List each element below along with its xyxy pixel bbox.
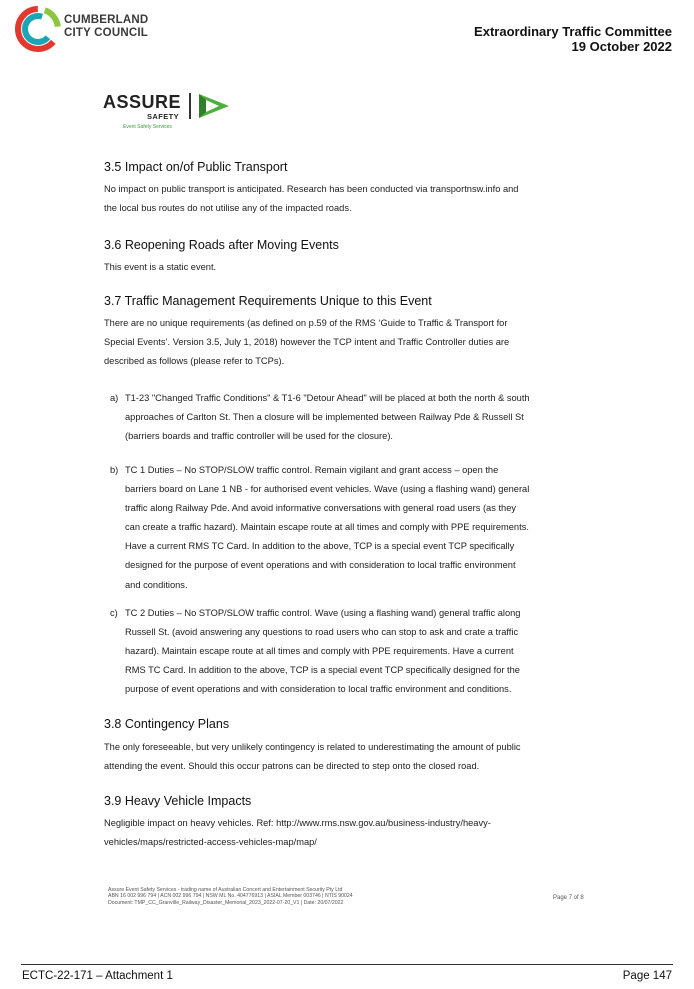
assure-triangle-icon [197, 92, 231, 120]
text-line: (barriers boards and traffic controller will be used for the closure). [125, 431, 394, 442]
text-line: the local bus routes do not utilise any of the impacted roads. [104, 203, 352, 213]
section-heading-3-8: 3.8 Contingency Plans [104, 717, 230, 731]
list-marker: b) [110, 465, 119, 475]
text-line: T1-23 "Changed Traffic Conditions" & T1-6 "Detour Ahead" will be placed at both the north & south [125, 393, 530, 403]
council-name [64, 14, 148, 40]
text-line: described as follows (please refer to TCPs). [104, 356, 285, 366]
section-body-3-5 [104, 180, 600, 218]
footer-line: ABN 16 002 996 794 | ACN 002 996 794 | NSW ML No. 404776913 | ASIAL Member 003746 | NTIS 90024 [108, 893, 353, 900]
section-heading-3-9: 3.9 Heavy Vehicle Impacts [104, 794, 252, 808]
section-body-3-8 [104, 738, 600, 776]
council-logo-icon [14, 5, 62, 53]
committee-heading [474, 24, 672, 54]
section-heading-3-7: 3.7 Traffic Management Requirements Unique to this Event [104, 294, 432, 308]
assure-safety-logo [103, 92, 243, 134]
committee-title: Extraordinary Traffic Committee [474, 24, 672, 39]
text-line: No impact on public transport is anticipated. Research has been conducted via transportnsw.info and [104, 184, 519, 194]
text-line: Special Events’. Version 3.5, July 1, 2018) however the TCP intent and Traffic Controller duties are [104, 337, 510, 347]
text-line: Have a current RMS TC Card. In addition to the above, TCP is a special event TCP specifically [125, 541, 515, 552]
section-body-3-7 [104, 314, 600, 371]
text-line: and conditions. [125, 579, 188, 590]
committee-date: 19 October 2022 [571, 39, 672, 54]
text-line: traffic along Railway Pde. And avoid informative conversations with general road users (as they [125, 503, 517, 514]
footer-line: Document: TMP_CC_Granville_Railway_Disaster_Memorial_2023_2022-07-20_V1 | Date: 20/07/2022 [108, 899, 344, 906]
text-line: barriers board on Lane 1 NB - for authorised event vehicles. Wave (using a flashing wand) general [125, 484, 530, 495]
text-line: designed for the purpose of event operations and with consideration to local traffic environment [125, 560, 516, 571]
text-line: The only foreseeable, but very unlikely contingency is related to underestimating the amount of public [104, 742, 521, 752]
assure-logo-safety: SAFETY [147, 112, 179, 121]
text-line: vehicles/maps/restricted-access-vehicles-map/map/ [104, 837, 317, 847]
assure-logo-divider [189, 93, 191, 119]
text-line: There are no unique requirements (as defined on p.59 of the RMS ‘Guide to Traffic & Transport for [104, 318, 508, 328]
text-line: TC 2 Duties – No STOP/SLOW traffic control. Wave (using a flashing wand) general traffic along [125, 608, 521, 618]
text-line: This event is a static event. [104, 262, 217, 272]
section-heading-3-6: 3.6 Reopening Roads after Moving Events [104, 238, 339, 252]
text-line: Negligible impact on heavy vehicles. Ref: http://www.rms.nsw.gov.au/business-industry/heavy- [104, 818, 491, 828]
text-line: purpose of event operations and with consideration to local traffic environment and conditions. [125, 684, 512, 695]
page-number: Page 147 [622, 970, 672, 982]
section-body-3-9 [104, 814, 600, 852]
footer-divider [21, 964, 673, 965]
text-line: approaches of Carlton St. Then a closure will be implemented between Railway Pde & Russell St [125, 412, 524, 423]
text-line: hazard). Maintain escape route at all times and comply with PPE requirements. Have a current [125, 646, 514, 657]
footer-line: Assure Event Safety Services - trading name of Australian Concert and Entertainment Security Pty Ltd [108, 887, 343, 893]
document-page-number: Page 7 of 8 [553, 895, 584, 901]
text-line: Russell St. (avoid answering any questions to road users who can stop to ask and crate a traffic [125, 627, 519, 638]
text-line: can create a traffic hazard). Maintain escape route at all times and comply with PPE requirements. [125, 522, 529, 533]
text-line: RMS TC Card. In addition to the above, TCP is a special event TCP specifically designed for the [125, 665, 520, 676]
text-line: TC 1 Duties – No STOP/SLOW traffic control. Remain vigilant and grant access – open the [125, 465, 499, 475]
list-marker: a) [110, 393, 119, 403]
attachment-reference: ECTC-22-171 – Attachment 1 [22, 970, 173, 982]
council-name-line2: CITY COUNCIL [64, 27, 148, 39]
assure-logo-tagline: Event Safety Services [123, 124, 172, 130]
document-footer [108, 887, 488, 906]
text-line: attending the event. Should this occur patrons can be directed to step onto the closed road. [104, 761, 480, 771]
section-heading-3-5: 3.5 Impact on/of Public Transport [104, 160, 288, 174]
assure-logo-word: ASSURE [103, 92, 182, 112]
section-body-3-6 [104, 258, 600, 277]
council-logo [14, 5, 164, 55]
council-name-line1: CUMBERLAND [64, 14, 149, 26]
list-marker: c) [110, 608, 118, 618]
